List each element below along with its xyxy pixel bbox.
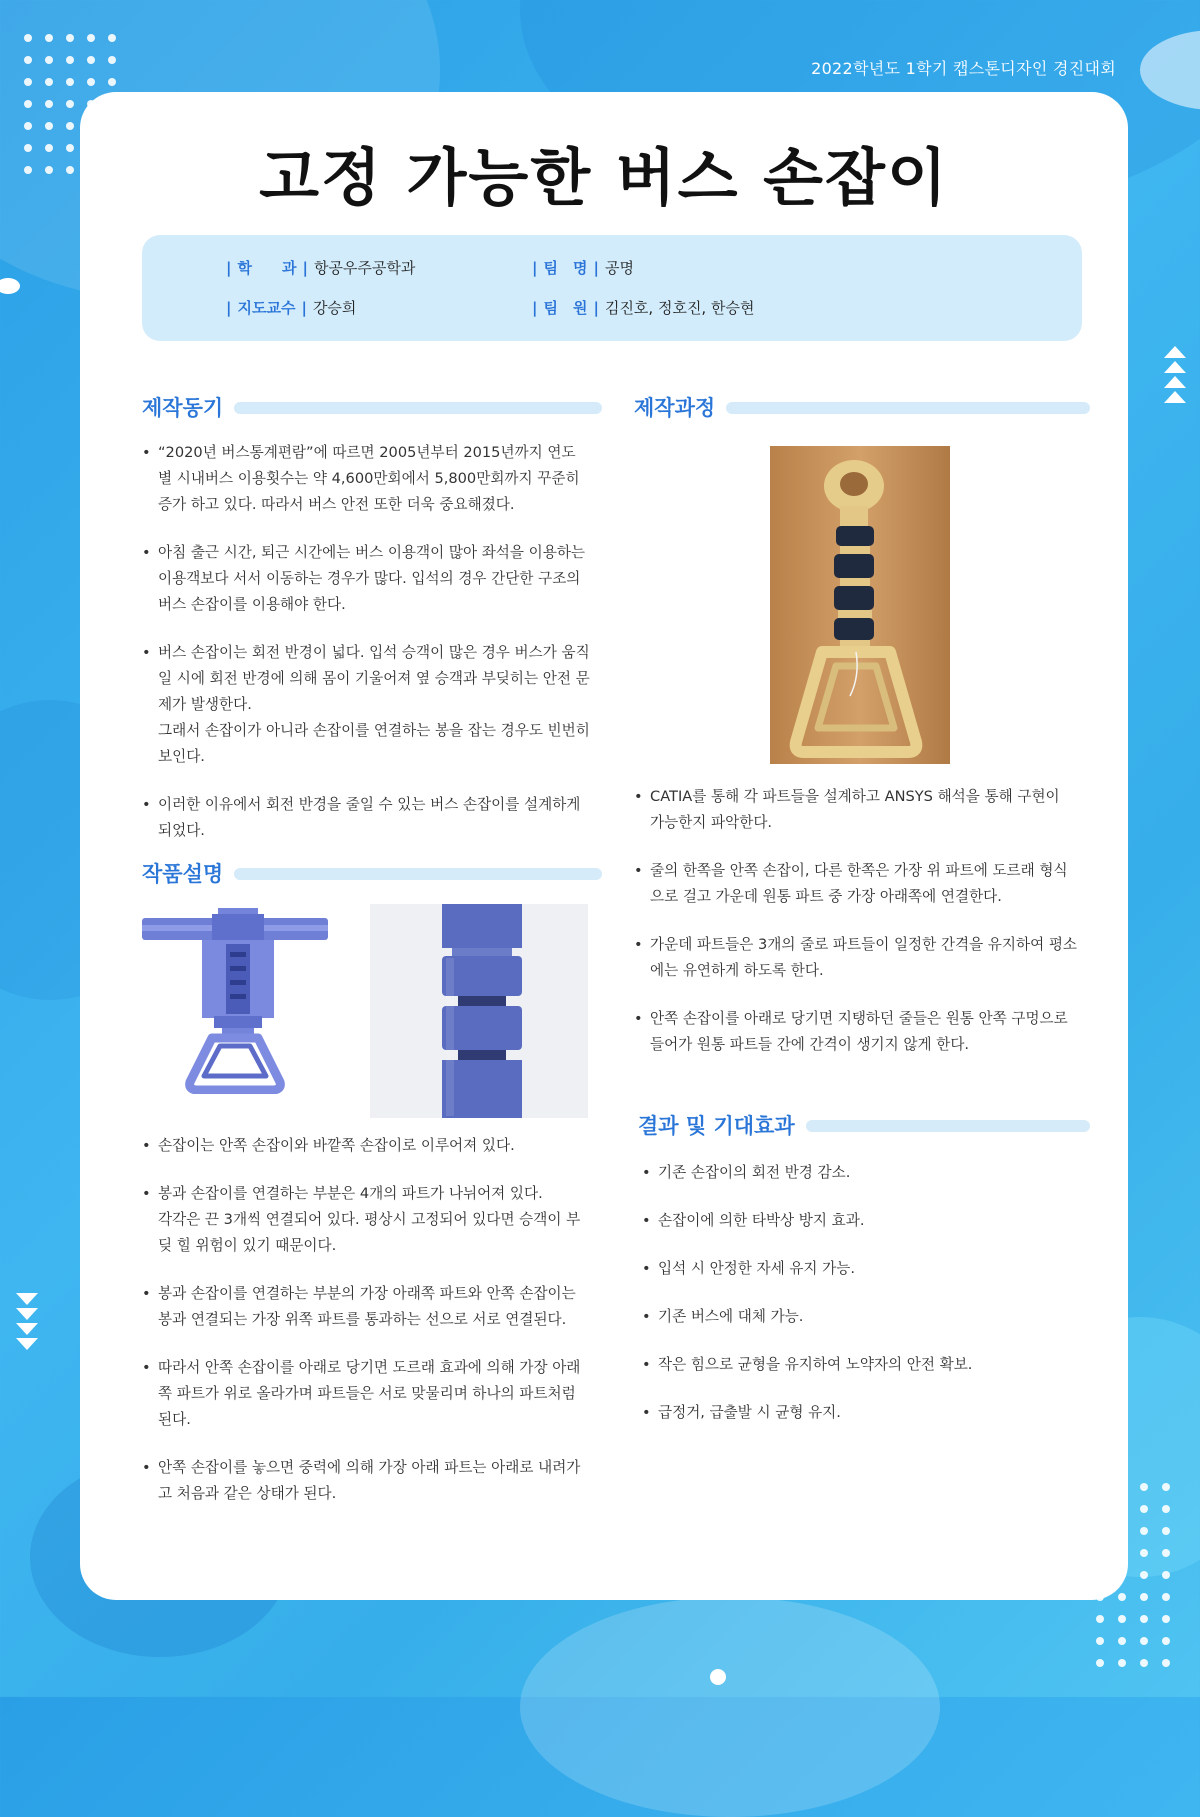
list-item: • 따라서 안쪽 손잡이를 아래로 당기면 도르래 효과에 의해 가장 아래 쪽 파트가 위로 올라가며 파트들은 서로 맞물리며 하나의 파트처럼 된다. [142, 1355, 612, 1433]
section-divider [234, 868, 602, 880]
info-professor: | 지도교수 | 강승희 [226, 299, 357, 317]
results-list [642, 1160, 1102, 1448]
list-item: • 손잡이는 안쪽 손잡이와 바깥쪽 손잡이로 이루어져 있다. [142, 1133, 612, 1159]
list-item: • 손잡이에 의한 타박상 방지 효과. [642, 1208, 1102, 1234]
bg-blob [520, 1597, 940, 1817]
cad-cylinder-parts-image [370, 904, 588, 1118]
section-heading-motivation [142, 392, 602, 420]
info-team: | 팀 명 | 공명 [532, 259, 634, 277]
section-title: 결과 및 기대효과 [638, 1114, 795, 1138]
list-item: • 안쪽 손잡이를 놓으면 중력에 의해 가장 아래 파트는 아래로 내려가 고 처음과 같은 상태가 된다. [142, 1455, 612, 1507]
section-heading-results [638, 1110, 1090, 1138]
section-title: 제작과정 [634, 396, 716, 420]
cad-handle-assembly-image [142, 904, 328, 1094]
section-divider [806, 1120, 1090, 1132]
list-item: • 줄의 한쪽을 안쪽 손잡이, 다른 한쪽은 가장 위 파트에 도르래 형식 으로 걸고 가운데 원통 파트 중 가장 아래쪽에 연결한다. [634, 858, 1104, 910]
contest-label: 2022학년도 1학기 캡스톤디자인 경진대회 [811, 59, 1116, 78]
decor-dot [710, 1669, 726, 1685]
motivation-list [142, 440, 612, 866]
list-item: • 가운데 파트들은 3개의 줄로 파트들이 일정한 간격을 유지하여 평소 에는 유연하게 하도록 한다. [634, 932, 1104, 984]
list-item: • 이러한 이유에서 회전 반경을 줄일 수 있는 버스 손잡이를 설계하게 되었다. [142, 792, 612, 844]
description-list [142, 1133, 612, 1529]
info-value: 김진호, 정호진, 한승현 [604, 299, 755, 317]
section-divider [234, 402, 602, 414]
section-divider [726, 402, 1090, 414]
section-heading-process [634, 392, 1090, 420]
info-dept: | 학 과 | 항공우주공학과 [226, 259, 416, 277]
section-title: 작품설명 [142, 862, 224, 886]
page-title: 고정 가능한 버스 손잡이 [259, 141, 949, 214]
list-item: • “2020년 버스통계편람”에 따르면 2005년부터 2015년까지 연도 별 시내버스 이용횟수는 약 4,600만회에서 5,800만회까지 꾸준히 증가 하고 있다. 따라서 버스 안전 또한 더욱 중요해졌다. [142, 440, 612, 518]
info-value: 강승희 [312, 299, 357, 317]
list-item: • CATIA를 통해 각 파트들을 설계하고 ANSYS 해석을 통해 구현이 가능한지 파악한다. [634, 784, 1104, 836]
info-label: 학 과 [237, 259, 297, 277]
process-list [634, 784, 1104, 1080]
decor-dot [0, 278, 20, 294]
prototype-photo [770, 446, 950, 764]
list-item: • 기존 손잡이의 회전 반경 감소. [642, 1160, 1102, 1186]
list-item: • 버스 손잡이는 회전 반경이 넓다. 입석 승객이 많은 경우 버스가 움직 일 시에 회전 반경에 의해 몸이 기울어져 옆 승객과 부딪히는 안전 문 제가 발생한다. 그래서 손잡이가 아니라 손잡이를 연결하는 봉을 잡는 경우도 빈번히 보인다. [142, 640, 612, 770]
info-members: | 팀 원 | 김진호, 정호진, 한승현 [532, 299, 755, 317]
poster-card [80, 92, 1128, 1600]
triangle-down-icon [16, 1293, 38, 1353]
list-item: • 아침 출근 시간, 퇴근 시간에는 버스 이용객이 많아 좌석을 이용하는 이용객보다 서서 이동하는 경우가 많다. 입석의 경우 간단한 구조의 버스 손잡이를 이용해야 한다. [142, 540, 612, 618]
section-title: 제작동기 [142, 396, 224, 420]
info-label: 팀 명 [543, 259, 588, 277]
section-heading-description [142, 858, 602, 886]
list-item: • 봉과 손잡이를 연결하는 부분의 가장 아래쪽 파트와 안쪽 손잡이는 봉과 연결되는 가장 위쪽 파트를 통과하는 선으로 서로 연결된다. [142, 1281, 612, 1333]
list-item: • 기존 버스에 대체 가능. [642, 1304, 1102, 1330]
list-item: • 급정거, 급출발 시 균형 유지. [642, 1400, 1102, 1426]
info-value: 항공우주공학과 [313, 259, 416, 277]
list-item: • 작은 힘으로 균형을 유지하여 노약자의 안전 확보. [642, 1352, 1102, 1378]
info-box [142, 235, 1082, 341]
list-item: • 입석 시 안정한 자세 유지 가능. [642, 1256, 1102, 1282]
info-label: 팀 원 [543, 299, 588, 317]
list-item: • 안쪽 손잡이를 아래로 당기면 지탱하던 줄들은 원통 안쪽 구멍으로 들어가 원통 파트들 간에 간격이 생기지 않게 한다. [634, 1006, 1104, 1058]
triangle-up-icon [1164, 346, 1186, 406]
info-label: 지도교수 [237, 299, 296, 317]
list-item: • 봉과 손잡이를 연결하는 부분은 4개의 파트가 나뉘어져 있다. 각각은 끈 3개씩 연결되어 있다. 평상시 고정되어 있다면 승객이 부 딪 힐 위험이 있기 때문이다. [142, 1181, 612, 1259]
info-value: 공명 [604, 259, 634, 277]
